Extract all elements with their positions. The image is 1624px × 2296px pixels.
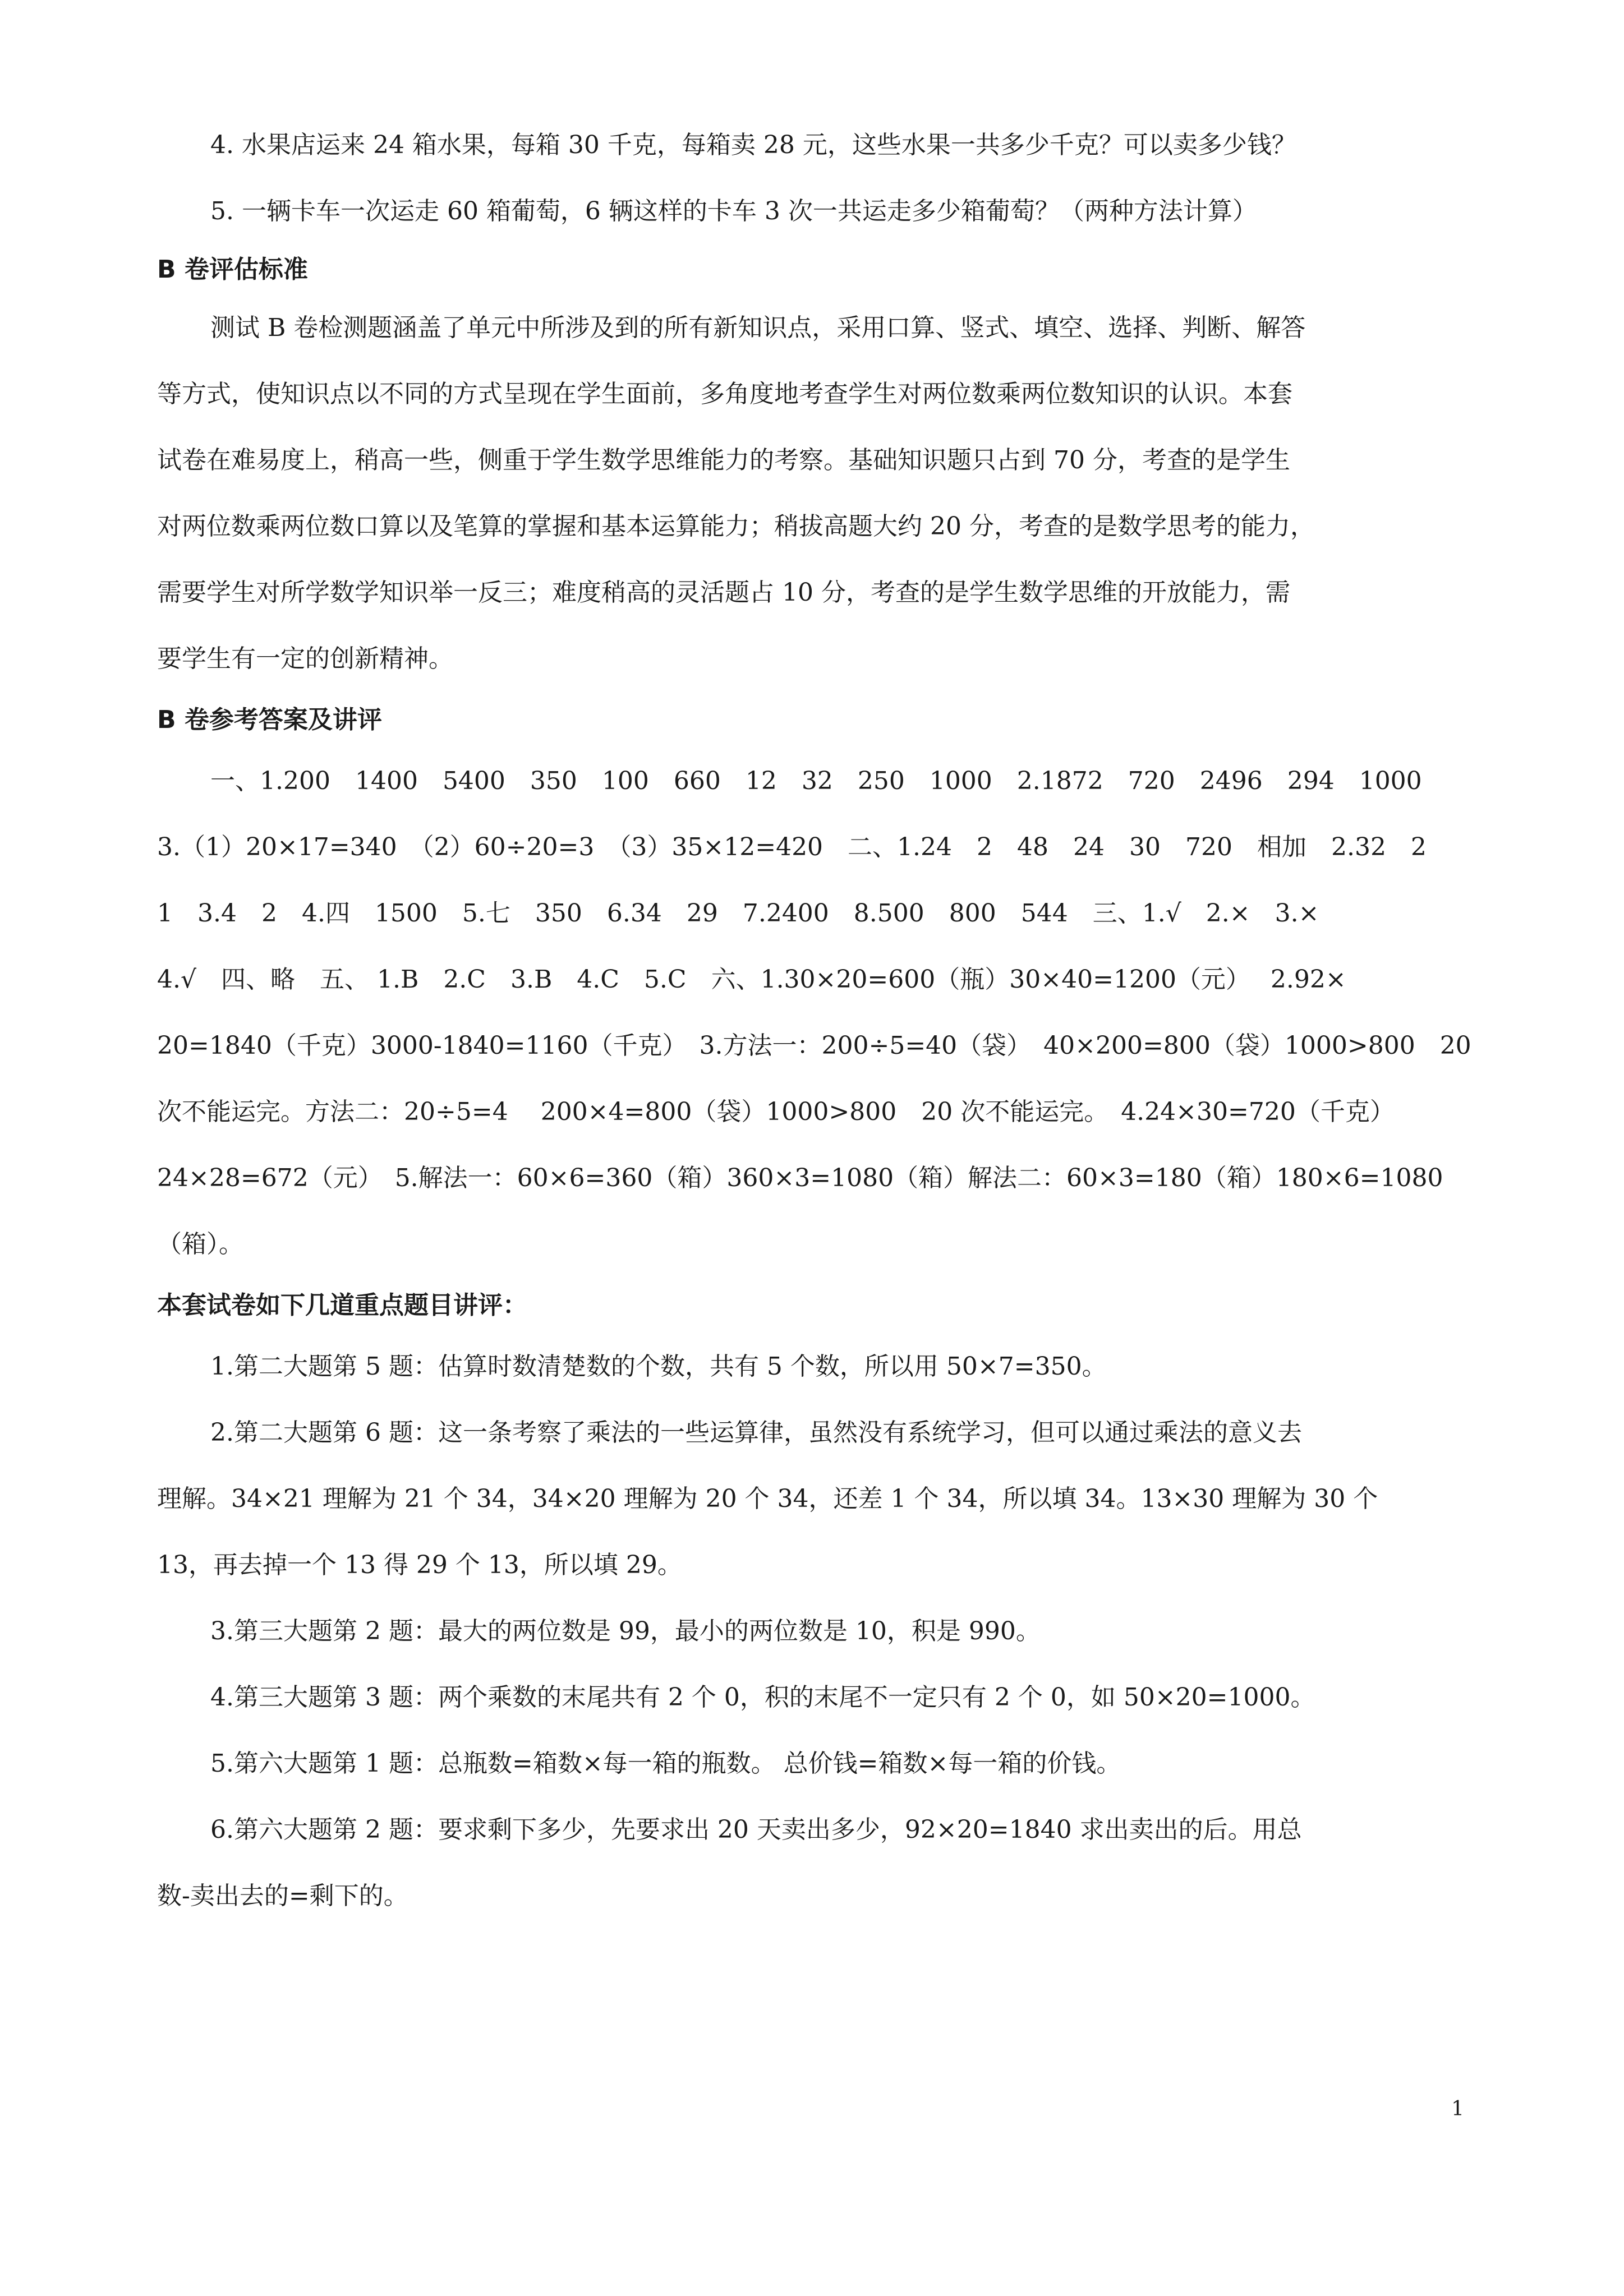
- page-content: [157, 112, 1503, 1929]
- evaluation-line: 试卷在难易度上，稍高一些，侧重于学生数学思维能力的考察。基础知识题只占到 70 分，考查的是学生: [157, 446, 1290, 474]
- answers-line: 20=1840（千克）3000-1840=1160（千克） 3.方法一：200÷5=40（袋） 40×200=800（袋）1000>800 20: [157, 1031, 1471, 1060]
- answers-line: 一、1.200 1400 5400 350 100 660 12 32 250 1000 2.1872 720 2496 294 1000: [210, 767, 1422, 795]
- answers-heading: B 卷参考答案及讲评: [157, 706, 382, 734]
- answers-line: 次不能运完。方法二：20÷5=4 200×4=800（袋）1000>800 20 次不能运完。 4.24×30=720（千克）: [157, 1098, 1395, 1126]
- evaluation-line: 对两位数乘两位数口算以及笔算的掌握和基本运算能力；稍拔高题大约 20 分，考查的是数学思考的能力，: [157, 512, 1315, 541]
- question-5: 5. 一辆卡车一次运走 60 箱葡萄，6 辆这样的卡车 3 次一共运走多少箱葡萄？（两种方法计算）: [210, 197, 1257, 225]
- evaluation-line: 测试 B 卷检测题涵盖了单元中所涉及到的所有新知识点，采用口算、竖式、填空、选择、判断、解答: [210, 313, 1306, 342]
- evaluation-line: 要学生有一定的创新精神。: [157, 644, 453, 673]
- key-point-item: 1.第二大题第 5 题：估算时数清楚数的个数，共有 5 个数，所以用 50×7=350。: [210, 1352, 1107, 1381]
- answers-line: 4.√ 四、略 五、 1.B 2.C 3.B 4.C 5.C 六、1.30×20=600（瓶）30×40=1200（元） 2.92×: [157, 965, 1346, 994]
- question-4: 4. 水果店运来 24 箱水果，每箱 30 千克，每箱卖 28 元，这些水果一共多少千克？可以卖多少钱？: [210, 131, 1296, 159]
- key-point-item: 6.第六大题第 2 题：要求剩下多少，先要求出 20 天卖出多少，92×20=1840 求出卖出的后。用总: [210, 1815, 1302, 1844]
- evaluation-heading: B 卷评估标准: [157, 255, 308, 284]
- answers-paragraph: [157, 748, 1503, 1278]
- page-number: 1: [1451, 2097, 1464, 2120]
- key-point-item: 5.第六大题第 1 题：总瓶数=箱数×每一箱的瓶数。 总价钱=箱数×每一箱的价钱。: [210, 1749, 1121, 1778]
- key-point-item: 4.第三大题第 3 题：两个乘数的末尾共有 2 个 0，积的末尾不一定只有 2 个 0，如 50×20=1000。: [210, 1683, 1315, 1712]
- answers-line: 1 3.4 2 4.四 1500 5.七 350 6.34 29 7.2400 8.500 800 544 三、1.√ 2.× 3.×: [157, 899, 1319, 928]
- key-point-continuation: 13，再去掉一个 13 得 29 个 13，所以填 29。: [157, 1551, 682, 1579]
- key-point-item: 3.第三大题第 2 题：最大的两位数是 99，最小的两位数是 10，积是 990。: [210, 1617, 1041, 1645]
- answers-line: 3.（1）20×17=340 （2）60÷20=3 （3）35×12=420 二、1.24 2 48 24 30 720 相加 2.32 2: [157, 833, 1427, 861]
- answers-line: （箱）。: [157, 1230, 243, 1258]
- evaluation-paragraph: [157, 295, 1503, 692]
- answers-line: 24×28=672（元） 5.解法一：60×6=360（箱）360×3=1080（箱）解法二：60×3=180（箱）180×6=1080: [157, 1164, 1443, 1192]
- key-point-continuation: 数-卖出去的=剩下的。: [157, 1882, 408, 1910]
- key-points-list: [157, 1334, 1503, 1929]
- key-point-continuation: 理解。34×21 理解为 21 个 34，34×20 理解为 20 个 34，还差 1 个 34，所以填 34。13×30 理解为 30 个: [157, 1484, 1378, 1513]
- evaluation-line: 需要学生对所学数学知识举一反三；难度稍高的灵活题占 10 分，考查的是学生数学思维的开放能力，需: [157, 578, 1290, 607]
- evaluation-line: 等方式，使知识点以不同的方式呈现在学生面前，多角度地考查学生对两位数乘两位数知识的认识。本套: [157, 380, 1292, 408]
- key-points-heading: 本套试卷如下几道重点题目讲评：: [157, 1291, 527, 1320]
- key-point-item: 2.第二大题第 6 题：这一条考察了乘法的一些运算律，虽然没有系统学习，但可以通过乘法的意义去: [210, 1418, 1302, 1447]
